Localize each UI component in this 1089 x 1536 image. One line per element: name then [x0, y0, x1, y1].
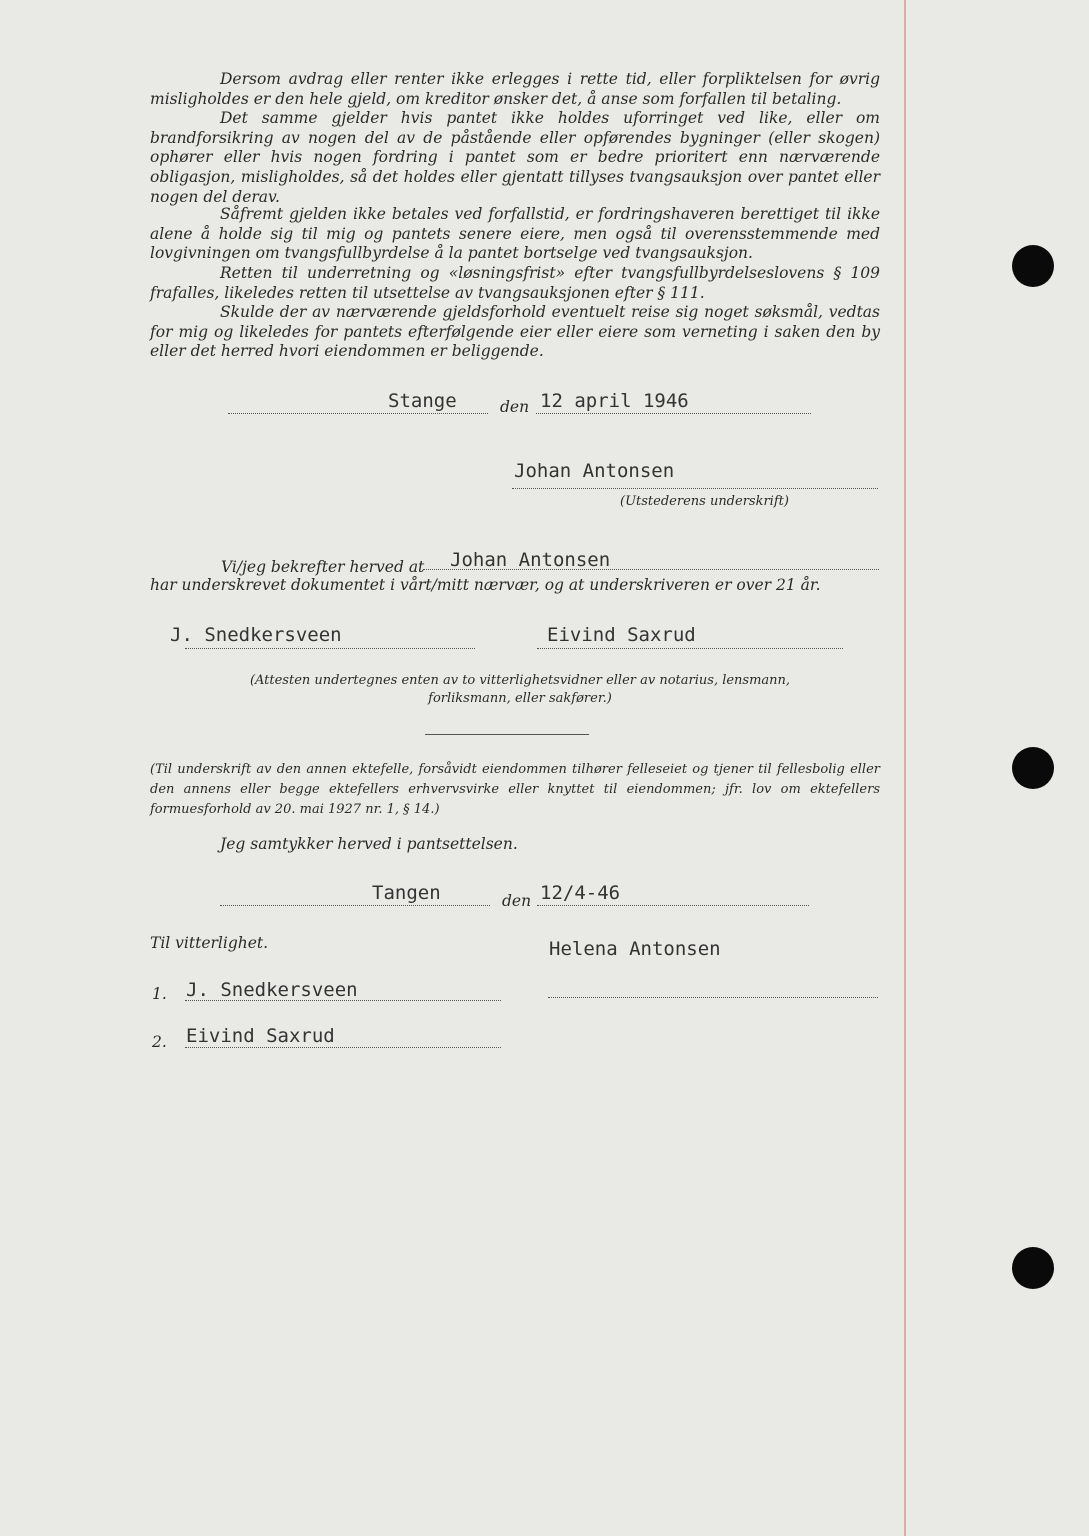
- punch-hole: [1012, 245, 1054, 287]
- place-line: [228, 413, 488, 414]
- witness-2-line: [537, 648, 843, 649]
- witness-label: Til vitterlighet.: [150, 934, 269, 952]
- spouse-witness-2-line: [185, 1047, 501, 1048]
- margin-line: [904, 0, 906, 1536]
- issuer-caption: (Utstederens underskrift): [620, 494, 789, 509]
- terms-paragraph-2: Det samme gjelder hvis pantet ikke holdes uforringet ved like, eller om brandforsikring av nogen del av de påstående eller opførendes bygninger (eller skogen) ophører eller hvis nogen fordring i pantet som er bedre prioritert enn nærværende obligasjon, misligholdes, så det holdes eller gjentatt tillyses tvangsauksjon over pantet eller nogen del derav.: [150, 109, 880, 206]
- spouse-place: Tangen: [372, 882, 441, 904]
- separator-line: [425, 734, 589, 735]
- spouse-signer-line: [548, 997, 878, 998]
- witness-number-1: 1.: [152, 985, 167, 1003]
- spouse-witness-1-line: [185, 1000, 501, 1001]
- witness-number-2: 2.: [152, 1033, 167, 1051]
- terms-paragraph-5: Skulde der av nærværende gjeldsforhold eventuelt reise sig noget søksmål, vedtas for mig og likeledes for pantets efterfølgende eier eller eiere som verneting i saken den by eller det herred hvori eiendommen er beliggende.: [150, 303, 880, 361]
- attestation-name: Johan Antonsen: [450, 549, 611, 571]
- spouse-date: 12/4-46: [540, 882, 621, 904]
- punch-hole: [1012, 747, 1054, 789]
- terms-paragraph-3: Såfremt gjelden ikke betales ved forfallstid, er fordringshaveren berettiget til ikke alene å holde sig til mig og pantets senere eiere, men også til overensstemmende med lovgivningen om tvangsfullbyrdelse å la pantet bortselge ved tvangsauksjon.: [150, 205, 880, 263]
- attestation-line2: har underskrevet dokumentet i vårt/mitt nærvær, og at underskriveren er over 21 år.: [150, 576, 821, 594]
- attestation-prefix: Vi/jeg bekrefter herved at: [221, 558, 425, 576]
- issuer-signature-line: [512, 488, 878, 489]
- witness-1-line: [185, 648, 475, 649]
- spouse-place-line: [220, 905, 490, 906]
- spouse-note: (Til underskrift av den annen ektefelle, forsåvidt eiendommen tilhører felleseiet og tjener til fellesbolig eller den annens eller begge ektefellers erhvervsvirke eller knyttet til eiendommen; jfr. lov om ektefellers formuesforhold av 20. mai 1927 nr. 1, § 14.): [150, 762, 880, 817]
- signing-date: 12 april 1946: [540, 390, 689, 412]
- spouse-den-label: den: [502, 892, 532, 910]
- spouse-witness-2: Eivind Saxrud: [186, 1025, 335, 1047]
- witness-1: J. Snedkersveen: [170, 624, 342, 646]
- spouse-consent: Jeg samtykker herved i pantsettelsen.: [220, 835, 518, 853]
- terms-paragraph-4: Retten til underretning og «løsningsfrist» efter tvangsfullbyrdelseslovens § 109 frafalles, likeledes retten til utsettelse av tvangsauksjonen efter § 111.: [150, 264, 880, 302]
- signing-place: Stange: [388, 390, 457, 412]
- spouse-signer: Helena Antonsen: [549, 938, 721, 960]
- date-line: [536, 413, 811, 414]
- witness-2: Eivind Saxrud: [547, 624, 696, 646]
- den-label: den: [500, 398, 530, 416]
- punch-hole: [1012, 1247, 1054, 1289]
- spouse-witness-1: J. Snedkersveen: [186, 979, 358, 1001]
- issuer-name: Johan Antonsen: [514, 460, 675, 482]
- attestation-note: (Attesten undertegnes enten av to vitterlighetsvidner eller av notarius, lensmann, forliksmann, eller sakfører.): [249, 673, 791, 706]
- spouse-date-line: [537, 905, 809, 906]
- terms-paragraph-1: Dersom avdrag eller renter ikke erlegges i rette tid, eller forpliktelsen for øvrig misligholdes er den hele gjeld, om kreditor ønsker det, å anse som forfallen til betaling.: [150, 70, 880, 108]
